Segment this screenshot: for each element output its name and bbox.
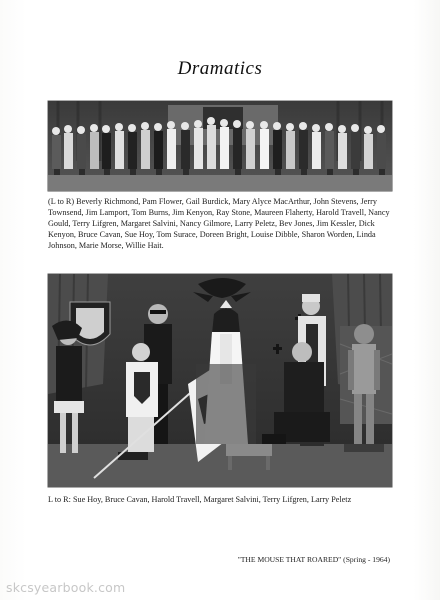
- cast-caption: (L to R) Beverly Richmond, Pam Flower, Gail Burdick, Mary Alyce MacArthur, John Stevens, Jerry Townsend, Jim Lamport, Tom Burns, Jim Kenyon, Ray Stone, Maureen Flaherty, Harold Travell, Nancy Gould, Terry Lifgren, Margaret Salvini, Nancy Gilmore, Larry Peletz, Bev Jones, Jim Kessler, Dick Kenyon, Bruce Cavan, Sue Hoy, Tom Surace, Doreen Bright, Louise Dibble, Sharon Worden, Linda Johnson, Marie Morse, Willie Hait.: [48, 197, 390, 250]
- scene-photo-image: [48, 274, 392, 487]
- scene-caption: L to R: Sue Hoy, Bruce Cavan, Harold Travell, Margaret Salvini, Terry Lifgren, Larry Peletz: [48, 495, 352, 504]
- scene-photo: [48, 274, 392, 487]
- play-title-credit: "THE MOUSE THAT ROARED" (Spring - 1964): [237, 555, 390, 564]
- site-watermark: skcsyearbook.com: [6, 580, 126, 595]
- cast-group-photo: [48, 101, 392, 191]
- page-title: Dramatics: [177, 58, 263, 79]
- cast-group-photo-image: [48, 101, 392, 191]
